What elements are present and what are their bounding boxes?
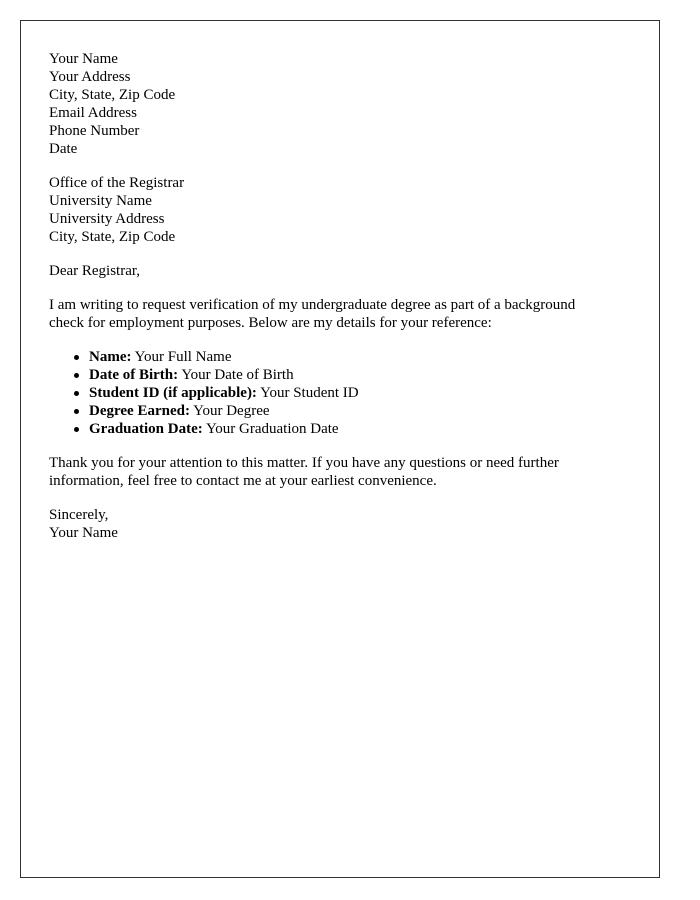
detail-label: Degree Earned: [89, 403, 190, 419]
spacer [49, 280, 629, 296]
list-item [89, 402, 629, 420]
detail-value: Your Full Name [131, 349, 232, 365]
recipient-office: Office of the Registrar [49, 175, 185, 191]
detail-value: Your Date of Birth [178, 367, 294, 383]
letter-date: Date [49, 141, 78, 157]
list-item [89, 384, 629, 402]
detail-label: Graduation Date: [89, 421, 203, 437]
detail-label: Date of Birth: [89, 367, 179, 383]
list-item [89, 348, 629, 366]
closing-line: information, feel free to contact me at your earliest convenience. [49, 473, 437, 489]
list-item [89, 420, 629, 438]
signoff-block [49, 506, 629, 542]
letter-content [49, 50, 629, 542]
bullet-icon [74, 373, 79, 378]
bullet-icon [74, 391, 79, 396]
letter-page [20, 20, 660, 878]
intro-line: check for employment purposes. Below are my details for your reference: [49, 315, 492, 331]
sender-address-block [49, 50, 629, 158]
bullet-icon [74, 355, 79, 360]
spacer [49, 438, 629, 454]
recipient-address-block [49, 174, 629, 246]
salutation: Dear Registrar, [49, 263, 141, 279]
closing-line: Thank you for your attention to this matter. If you have any questions or need further [49, 455, 559, 471]
sender-city-state-zip: City, State, Zip Code [49, 87, 176, 103]
detail-value: Your Graduation Date [202, 421, 339, 437]
sender-phone: Phone Number [49, 123, 140, 139]
detail-label: Name: [89, 349, 132, 365]
bullet-icon [74, 409, 79, 414]
details-list [49, 348, 629, 438]
spacer [49, 490, 629, 506]
recipient-city-state-zip: City, State, Zip Code [49, 229, 176, 245]
spacer [49, 332, 629, 348]
intro-line: I am writing to request verification of my undergraduate degree as part of a background [49, 297, 576, 313]
signature-name: Your Name [49, 525, 118, 541]
list-item [89, 366, 629, 384]
valediction: Sincerely, [49, 507, 109, 523]
closing-paragraph [49, 454, 629, 490]
bullet-icon [74, 427, 79, 432]
intro-paragraph [49, 296, 629, 332]
sender-name: Your Name [49, 51, 118, 67]
recipient-address: University Address [49, 211, 165, 227]
sender-address: Your Address [49, 69, 131, 85]
spacer [49, 158, 629, 174]
detail-value: Your Degree [189, 403, 270, 419]
sender-email: Email Address [49, 105, 137, 121]
detail-value: Your Student ID [256, 385, 359, 401]
spacer [49, 246, 629, 262]
recipient-university: University Name [49, 193, 152, 209]
detail-label: Student ID (if applicable): [89, 385, 257, 401]
